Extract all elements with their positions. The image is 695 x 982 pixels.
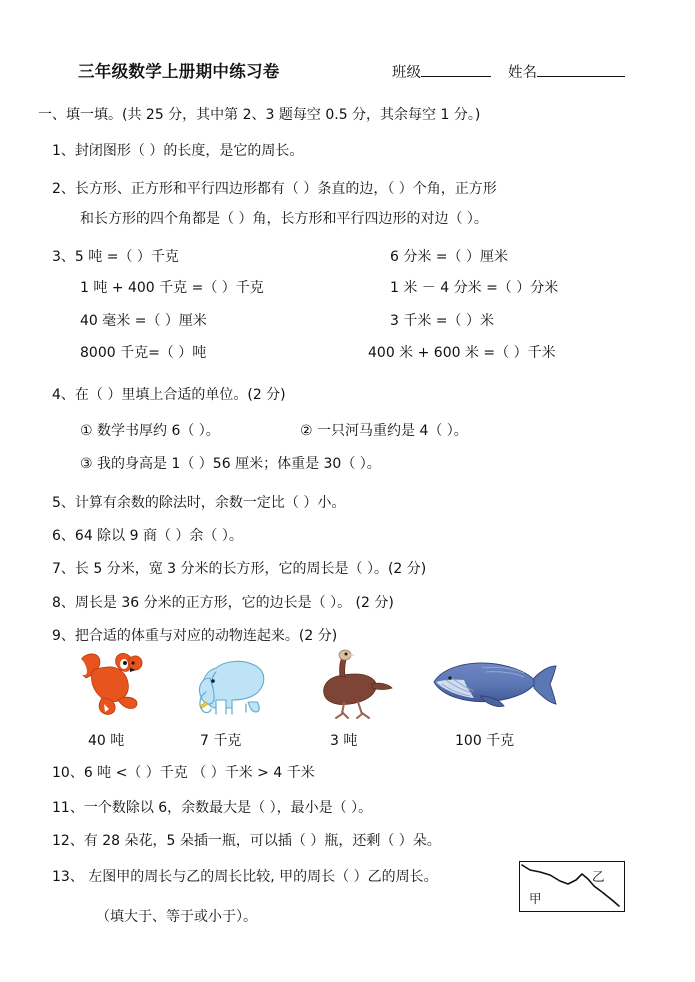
- elephant-icon: [186, 648, 306, 720]
- question-7: 7、长 5 分米，宽 3 分米的长方形，它的周长是（ ）。(2 分): [52, 561, 427, 577]
- weight-label-ostrich: 3 吨: [330, 733, 358, 749]
- figure-label-jia: 甲: [529, 891, 542, 906]
- question-3-row-3-left: 40 毫米 =（ ）厘米: [80, 313, 207, 329]
- question-3-row-2-right: 1 米 － 4 分米 =（ ）分米: [390, 280, 559, 296]
- question-13-line-1: 13、 左图甲的周长与乙的周长比较, 甲的周长（ ）乙的周长。: [52, 869, 438, 885]
- question-12: 12、有 28 朵花，5 朵插一瓶，可以插（ ）瓶，还剩（ ）朵。: [52, 833, 441, 849]
- figure-label-yi: 乙: [592, 869, 605, 884]
- weight-label-whale: 100 千克: [455, 733, 515, 749]
- class-field-label: 班级: [392, 65, 421, 81]
- weight-label-squirrel: 40 吨: [88, 733, 125, 749]
- page-header: [0, 58, 695, 86]
- question-2-line-1: 2、长方形、正方形和平行四边形都有（ ）条直的边，（ ）个角，正方形: [52, 181, 497, 197]
- question-8: 8、周长是 36 分米的正方形，它的边长是（ ）。 (2 分): [52, 595, 394, 611]
- question-4-line-1: 4、在（ ）里填上合适的单位。(2 分): [52, 387, 286, 403]
- question-13-line-2: （填大于、等于或小于）。: [96, 909, 257, 925]
- section-heading-fill-in-blanks: 一、填一填。(共 25 分，其中第 2、3 题每空 0.5 分，其余每空 1 分。): [38, 107, 481, 123]
- question-3-row-2-left: 1 吨 + 400 千克 =（ ）千克: [80, 280, 264, 296]
- weight-label-elephant: 7 千克: [200, 733, 242, 749]
- question-1: 1、封闭图形（ ）的长度，是它的周长。: [52, 143, 304, 159]
- question-3-row-1-left: 3、5 吨 =（ ）千克: [52, 249, 179, 265]
- animal-image-row: [0, 648, 695, 720]
- class-field-rule[interactable]: [421, 62, 491, 77]
- question-4-item-1: ① 数学书厚约 6（ ）。: [80, 423, 220, 439]
- question-3-row-1-right: 6 分米 =（ ）厘米: [390, 249, 508, 265]
- class-field: [392, 61, 491, 82]
- question-9: 9、把合适的体重与对应的动物连起来。(2 分): [52, 628, 338, 644]
- question-4-item-2: ② 一只河马重约是 4（ ）。: [300, 423, 468, 439]
- question-2-line-2: 和长方形的四个角都是（ ）角，长方形和平行四边形的对边（ ）。: [80, 211, 488, 227]
- question-10: 10、6 吨 <（ ）千克 （ ）千米 > 4 千米: [52, 765, 315, 781]
- question-11: 11、一个数除以 6，余数最大是（ ），最小是（ ）。: [52, 800, 373, 816]
- animal-weight-labels: [0, 730, 695, 752]
- name-field-label: 姓名: [508, 65, 537, 81]
- question-4-item-3: ③ 我的身高是 1（ ）56 厘米；体重是 30（ ）。: [80, 456, 381, 472]
- question-13-figure: [519, 861, 625, 912]
- squirrel-icon: [72, 648, 192, 720]
- page-title: 三年级数学上册期中练习卷: [78, 62, 280, 81]
- whale-icon: [420, 648, 560, 720]
- question-3-row-3-right: 3 千米 =（ ）米: [390, 313, 494, 329]
- name-field-rule[interactable]: [537, 62, 625, 77]
- question-3-row-4-right: 400 米 + 600 米 =（ ）千米: [368, 345, 556, 361]
- name-field: [508, 61, 625, 82]
- question-3-row-4-left: 8000 千克=（ ）吨: [80, 345, 207, 361]
- ostrich-icon: [312, 648, 432, 720]
- question-6: 6、64 除以 9 商（ ）余（ ）。: [52, 528, 243, 544]
- question-5: 5、计算有余数的除法时，余数一定比（ ）小。: [52, 495, 346, 511]
